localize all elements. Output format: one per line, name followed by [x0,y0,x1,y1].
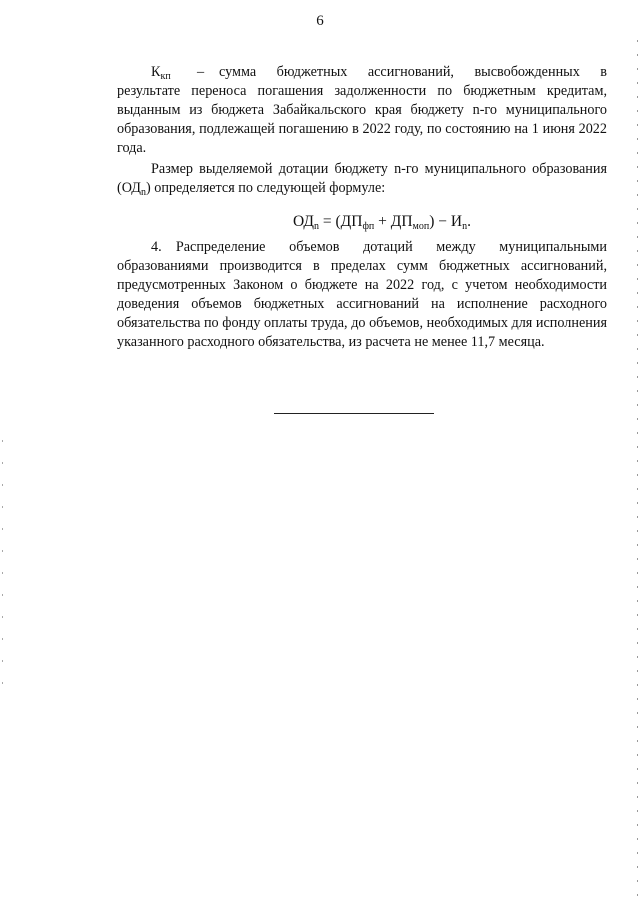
definition-dash: – [197,64,205,80]
size-paragraph: Размер выделяемой дотации бюджету n-го муниципального образования $(ОД_n)$ определяется по следующей формуле: [117,161,607,198]
end-divider [274,413,434,414]
scan-edge-marks-left [2,440,3,690]
paragraph-4 [117,238,607,352]
scan-edge-marks [637,40,638,900]
definition-symbol: $К_{кп}$ [151,64,171,82]
paragraph-4-text: Распределение объемов дотаций между муниципальными образованиями производится в пределах сумм бюджетных ассигнований, предусмотренных Законом о бюджете на 2022 год, с учетом необходимости доведения объемов бюджетных ассигнований на исполнение расходного обязательства по фонду оплаты труда, до объемов, необходимых для исполнения указанного расходного обязательства, из расчета не менее 11,7 месяца. [117,239,607,350]
page-number: 6 [316,13,324,29]
paragraph-4-number: 4. [151,239,162,255]
formula: $ОД_n = (ДП_{фп} + ДП_{моп}) - И_n$. [293,213,471,232]
document-body [117,63,607,352]
definition-first-line [117,63,607,82]
definition-continuation: результате переноса погашения задолженности по бюджетным кредитам, выданным из бюджета Забайкальского края бюджету n-го муниципального образования, подлежащей погашению в 2022 году, по состоянию на 1 июня 2022 года. [117,83,607,156]
definition-first-line-text: сумма бюджетных ассигнований, высвобожденных в [219,64,607,80]
